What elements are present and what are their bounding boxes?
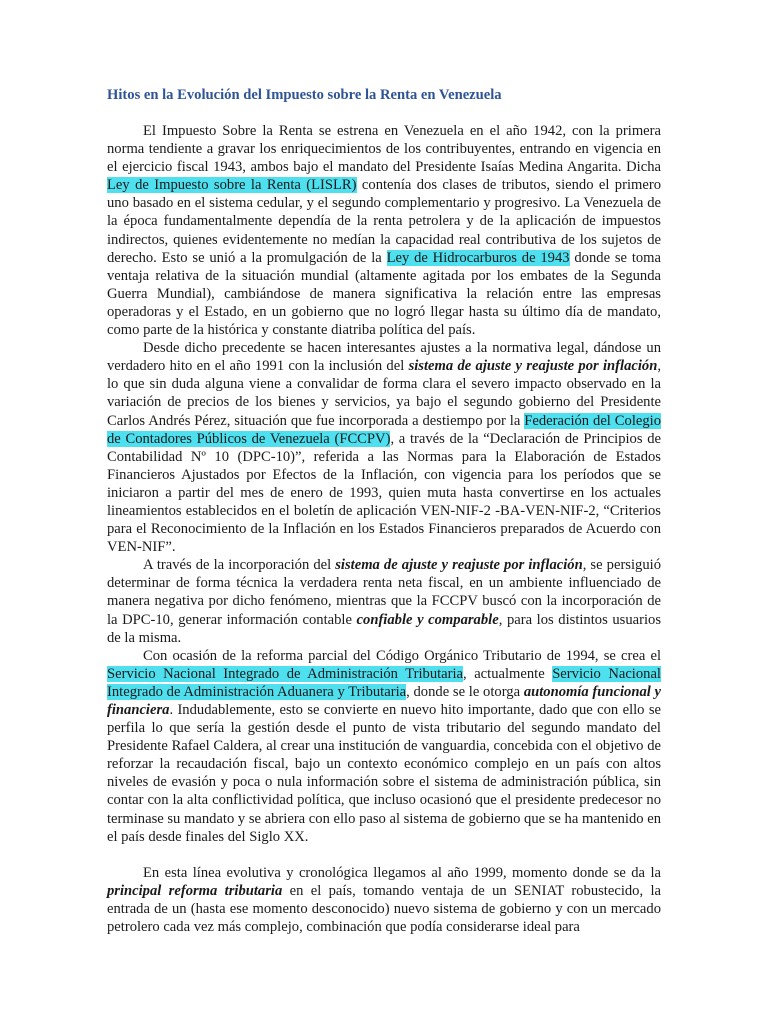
paragraph-4 [107,647,661,846]
paragraph-1-text-1: El Impuesto Sobre la Renta se estrena en Venezuela en el año 1942, con la primera norma tendiente a gravar los enriquecimientos de los contribuyentes, entrando en vigencia en el ejercicio fiscal 1943, ambos bajo el mandato del Presidente Isaías Medina Angarita. Dicha [107,123,661,176]
paragraph-4-text-3: , donde se le otorga [406,683,524,700]
paragraph-2-text-2: , lo que sin duda alguna viene a convalidar de forma clara el severo impacto observado en la variación de precios de los bienes y servicios, ya bajo el segundo gobierno del Presidente Carlos Andrés Pérez, situación que fue incorporada a destiempo por la [107,358,661,429]
emphasis-reforma-tributaria: principal reforma tributaria [107,882,283,899]
paragraph-4-text-1: Con ocasión de la reforma parcial del Código Orgánico Tributario de 1994, se crea el [143,647,661,664]
highlight-seniat-original: Servicio Nacional Integrado de Administración Tributaria [107,665,464,682]
paragraph-1-text-3: donde se toma ventaja relativa de la situación mundial (altamente agitada por los embates de la Segunda Guerra Mundial), cambiándose de manera significativa la relación entre las empresas operadoras y el Estado, en un gobierno que no logró llegar hasta su último día de mandato, como parte de la histórica y constante diatriba política del país. [107,249,662,339]
paragraph-2-text-1: Desde dicho precedente se hacen interesantes ajustes a la normativa legal, dándose un verdadero hito en el año 1991 con la inclusión del [107,340,661,375]
paragraph-4-text-4: . Indudablemente, esto se convierte en nuevo hito importante, dado que con ello se perfila lo que sería la gestión desde el punto de vista tributario del segundo mandato del Presidente Rafael Caldera, al crear una institución de vanguardia, concebida con el objetivo de reforzar la recaudación fiscal, bajo un contexto económico complejo en un país con altos niveles de evasión y poca o nula información sobre el sistema de administración pública, sin contar con la alta conflictividad política, que incluso ocasionó que el presidente predecesor no terminase su mandato y se abriera con ello paso al sistema de gobierno que se ha mantenido en el país desde finales del Siglo XX. [107,702,661,845]
highlight-fccpv: Federación del Colegio de Contadores Públicos de Venezuela (FCCPV) [107,412,661,447]
paragraph-5-text-1: En esta línea evolutiva y cronológica llegamos al año 1999, momento donde se da la [143,864,661,881]
highlight-ley-hidrocarburos: Ley de Hidrocarburos de 1943 [386,249,570,266]
emphasis-ajuste-inflacion: sistema de ajuste y reajuste por inflación [408,358,658,375]
paragraph-1-text-2: contenía dos clases de tributos, siendo el primero uno basado en el sistema cedular, y el segundo complementario y progresivo. La Venezuela de la época fundamentalmente dependía de la renta petrolera y de la aplicación de impuestos indirectos, quienes evidentemente no medían la capacidad real contributiva de los sujetos de derecho. Esto se unió a la promulgación de la [107,177,662,266]
document-page [107,86,661,936]
emphasis-confiable-comparable: confiable y comparable [356,611,499,628]
highlight-seniat-actual: Servicio Nacional Integrado de Administración Aduanera y Tributaria [107,665,661,700]
paragraph-3-text-1: A través de la incorporación del [143,557,336,574]
emphasis-autonomia: autonomía funcional y financiera [107,683,662,718]
paragraph-5 [107,864,661,936]
paragraph-5-text-2: en el país, tomando ventaja de un SENIAT robustecido, la entrada de un (hasta ese momento desconocido) nuevo sistema de gobierno y con un mercado petrolero cada vez más complejo, combinación que podía considerarse ideal para [107,882,661,936]
paragraph-3 [107,556,661,646]
paragraph-1 [107,122,661,339]
emphasis-ajuste-inflacion-2: sistema de ajuste y reajuste por inflación [335,557,583,574]
paragraph-3-text-2: , se persiguió determinar de forma técnica la verdadera renta neta fiscal, en un ambiente influenciado de manera negativa por dicho fenómeno, mientras que la FCCPV buscó con la incorporación de la DPC-10, generar información contable [107,557,661,628]
highlight-lislr: Ley de Impuesto sobre la Renta (LISLR) [107,177,357,194]
paragraph-2 [107,339,661,556]
paragraph-3-text-3: , para los distintos usuarios de la misma. [107,611,661,646]
paragraph-4-text-2: , actualmente [463,665,553,682]
paragraph-2-text-3: , a través de la “Declaración de Principios de Contabilidad Nº 10 (DPC-10)”, referida a las Normas para la Elaboración de Estados Financieros Ajustados por Efectos de la Inflación, con vigencia para los períodos que se iniciaron a partir del mes de enero de 1993, quien muta hasta convertirse en los actuales lineamientos establecidos en el boletín de aplicación VEN-NIF-2 -BA-VEN-NIF-2, “Criterios para el Reconocimiento de la Inflación en los Estados Financieros preparados de Acuerdo con VEN-NIF”. [107,430,661,556]
document-title: Hitos en la Evolución del Impuesto sobre la Renta en Venezuela [107,87,502,103]
